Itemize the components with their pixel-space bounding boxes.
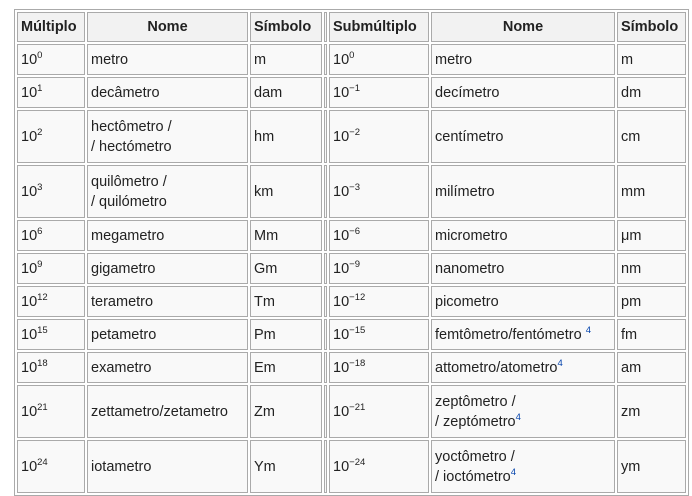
multiple-power-cell [17,165,85,218]
table-row [17,110,686,163]
name-line-2: / ioctómetro [435,468,511,485]
power-base: 10 [21,403,38,420]
name-line-1: centímetro [435,128,504,145]
multiple-power-cell [17,220,85,251]
power-base: 10 [21,183,38,200]
submultiple-symbol-cell: fm [617,319,686,350]
power-base: 10 [333,260,350,277]
name-line-1: zeptômetro / [435,393,516,410]
power-exponent: −9 [349,258,360,270]
column-separator [324,352,327,383]
table-row [17,44,686,75]
power-base: 10 [333,227,350,244]
multiple-name-cell [87,253,248,284]
submultiple-symbol-cell: pm [617,286,686,317]
submultiple-power-cell [329,220,429,251]
power-exponent: 6 [37,225,43,237]
power-base: 10 [333,183,350,200]
name-line-1: gigametro [91,260,156,277]
submultiple-symbol-cell: am [617,352,686,383]
table-row [17,165,686,218]
name-line-1: yoctômetro / [435,448,515,465]
column-separator [324,286,327,317]
units-table-wrapper [14,9,689,496]
power-base: 10 [21,51,38,68]
header-multiple: Múltiplo [17,12,85,42]
column-separator [324,385,327,438]
column-separator [324,77,327,108]
name-line-1: petametro [91,326,157,343]
multiple-name-cell [87,110,248,163]
submultiple-name-cell [431,253,615,284]
multiple-power-cell [17,77,85,108]
submultiple-name-cell [431,286,615,317]
table-row [17,286,686,317]
name-line-1: zettametro/zetametro [91,403,228,420]
power-exponent: 3 [37,181,43,193]
power-base: 10 [21,293,38,310]
submultiple-symbol-cell: mm [617,165,686,218]
multiple-symbol-cell: Mm [250,220,322,251]
submultiple-power-cell [329,352,429,383]
power-base: 10 [333,128,350,145]
power-base: 10 [333,293,350,310]
multiple-power-cell [17,440,85,493]
multiple-power-cell [17,44,85,75]
column-separator [324,110,327,163]
power-exponent: 18 [37,357,48,369]
multiple-name-cell [87,77,248,108]
name-line-1: exametro [91,359,152,376]
name-line-1: iotametro [91,458,152,475]
column-separator [324,253,327,284]
name-line-1: megametro [91,227,165,244]
power-base: 10 [333,84,350,101]
multiple-name-cell [87,286,248,317]
power-base: 10 [21,128,38,145]
multiple-symbol-cell: Ym [250,440,322,493]
power-base: 10 [333,458,350,475]
multiple-symbol-cell: Tm [250,286,322,317]
submultiple-power-cell [329,385,429,438]
submultiple-symbol-cell: dm [617,77,686,108]
power-base: 10 [21,84,38,101]
multiple-power-cell [17,385,85,438]
name-line-1: milímetro [435,183,495,200]
column-separator [324,220,327,251]
name-line-1: quilômetro / [91,173,167,190]
power-base: 10 [21,359,38,376]
multiple-name-cell [87,385,248,438]
header-symbol-left: Símbolo [250,12,322,42]
name-line-2: / hectómetro [91,138,172,155]
power-base: 10 [333,359,350,376]
submultiple-power-cell [329,319,429,350]
multiple-power-cell [17,253,85,284]
multiple-name-cell [87,165,248,218]
power-exponent: −1 [349,82,360,94]
header-symbol-right: Símbolo [617,12,686,42]
power-base: 10 [333,51,350,68]
power-base: 10 [21,260,38,277]
multiple-symbol-cell: Gm [250,253,322,284]
name-line-1: picometro [435,293,499,310]
column-separator [324,319,327,350]
submultiple-power-cell [329,110,429,163]
name-line-1: metro [435,51,473,68]
name-line-1: nanometro [435,260,505,277]
power-exponent: 2 [37,126,43,138]
footnote-link[interactable]: 4 [557,357,563,369]
name-line-2: / zeptómetro [435,413,516,430]
multiple-power-cell [17,352,85,383]
submultiple-name-cell [431,44,615,75]
name-line-1: micrometro [435,227,508,244]
multiple-power-cell [17,319,85,350]
submultiple-symbol-cell: cm [617,110,686,163]
power-exponent: 21 [37,401,48,413]
submultiple-power-cell [329,165,429,218]
power-exponent: 15 [37,324,48,336]
name-line-1: terametro [91,293,154,310]
power-base: 10 [333,403,350,420]
submultiple-symbol-cell: zm [617,385,686,438]
power-base: 10 [333,326,350,343]
table-row [17,319,686,350]
multiple-name-cell [87,440,248,493]
multiple-symbol-cell: km [250,165,322,218]
name-line-1: decâmetro [91,84,160,101]
submultiple-name-cell [431,440,615,493]
submultiple-name-cell [431,352,615,383]
table-row [17,385,686,438]
name-line-1: attometro/atometro [435,359,558,376]
power-exponent: −2 [349,126,360,138]
table-row [17,77,686,108]
name-line-1: metro [91,51,129,68]
submultiple-symbol-cell: μm [617,220,686,251]
table-row [17,440,686,493]
header-name-left: Nome [87,12,248,42]
column-separator [324,12,327,42]
submultiple-name-cell [431,77,615,108]
submultiple-name-cell [431,220,615,251]
power-exponent: −3 [349,181,360,193]
submultiple-name-cell [431,110,615,163]
power-exponent: −12 [349,291,366,303]
table-row [17,352,686,383]
header-name-right: Nome [431,12,615,42]
power-base: 10 [21,227,38,244]
column-separator [324,165,327,218]
power-exponent: −21 [349,401,366,413]
si-prefix-table [14,9,689,496]
power-base: 10 [21,458,38,475]
multiple-power-cell [17,286,85,317]
name-line-1: hectômetro / [91,118,172,135]
power-exponent: 9 [37,258,43,270]
name-line-1: decímetro [435,84,500,101]
power-exponent: 0 [349,49,355,61]
multiple-symbol-cell: Pm [250,319,322,350]
multiple-power-cell [17,110,85,163]
table-row [17,220,686,251]
multiple-name-cell [87,319,248,350]
power-exponent: −6 [349,225,360,237]
header-row [17,12,686,42]
power-base: 10 [21,326,38,343]
multiple-name-cell [87,220,248,251]
multiple-symbol-cell: hm [250,110,322,163]
submultiple-power-cell [329,440,429,493]
submultiple-symbol-cell: nm [617,253,686,284]
column-separator [324,440,327,493]
power-exponent: 1 [37,82,43,94]
multiple-name-cell [87,44,248,75]
column-separator [324,44,327,75]
submultiple-name-cell [431,165,615,218]
multiple-symbol-cell: Zm [250,385,322,438]
multiple-symbol-cell: m [250,44,322,75]
header-submultiple: Submúltiplo [329,12,429,42]
multiple-symbol-cell: dam [250,77,322,108]
power-exponent: −18 [349,357,366,369]
name-line-2: / quilómetro [91,193,167,210]
footnote-link[interactable]: 4 [585,324,591,336]
power-exponent: −15 [349,324,366,336]
submultiple-symbol-cell: ym [617,440,686,493]
power-exponent: −24 [349,456,366,468]
power-exponent: 12 [37,291,48,303]
table-row [17,253,686,284]
name-line-1: femtômetro/fentómetro [435,326,586,343]
submultiple-power-cell [329,77,429,108]
submultiple-power-cell [329,253,429,284]
submultiple-power-cell [329,44,429,75]
submultiple-power-cell [329,286,429,317]
footnote-link[interactable]: 4 [510,466,517,478]
multiple-name-cell [87,352,248,383]
multiple-symbol-cell: Em [250,352,322,383]
submultiple-name-cell [431,319,615,350]
power-exponent: 0 [37,49,43,61]
table-body [17,44,686,493]
submultiple-symbol-cell: m [617,44,686,75]
submultiple-name-cell [431,385,615,438]
power-exponent: 24 [37,456,48,468]
footnote-link[interactable]: 4 [515,411,521,423]
